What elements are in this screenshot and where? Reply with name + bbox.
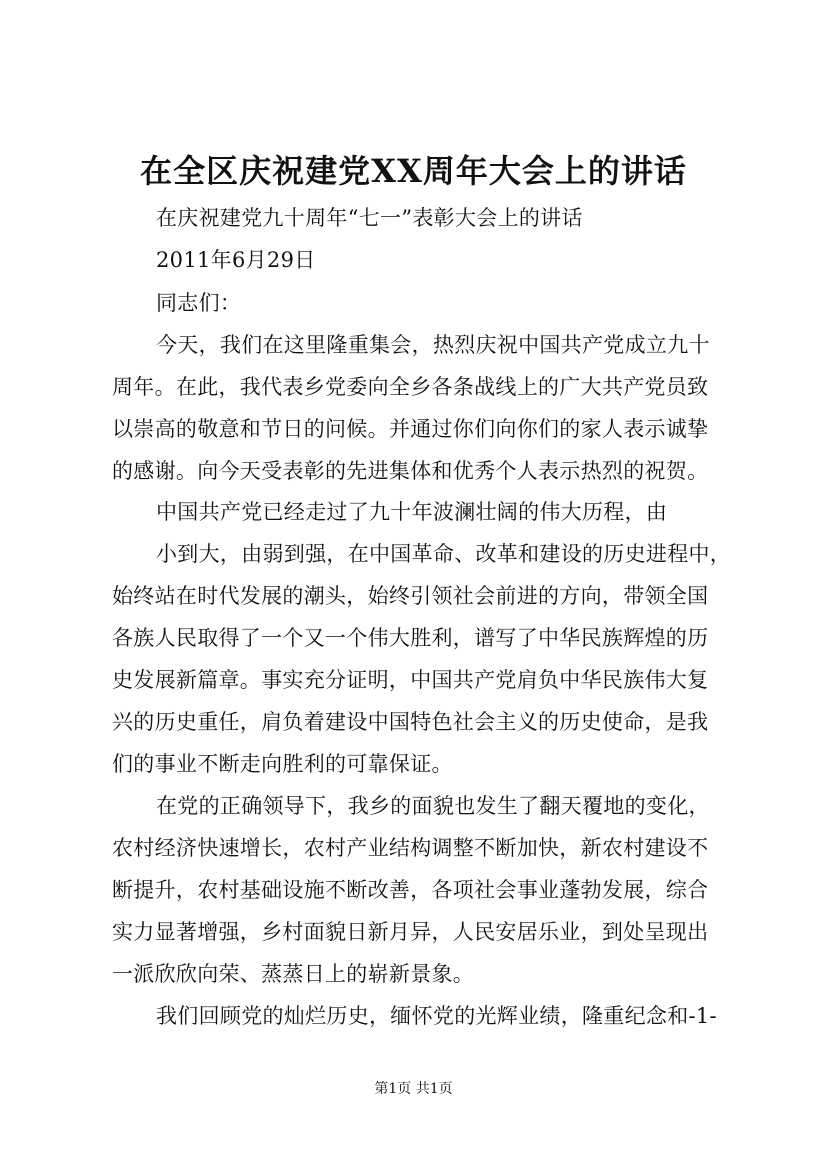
body-text-line: 以崇高的敬意和节日的问候。并通过你们向你们的家人表示诚挚 xyxy=(112,417,709,441)
body-text-line: 实力显著增强，乡村面貌日新月异，人民安居乐业，到处呈现出 xyxy=(112,920,709,944)
page-footer: 第1页 共1页 xyxy=(374,1081,453,1097)
body-text-line: 一派欣欣向荣、蒸蒸日上的崭新景象。 xyxy=(112,962,475,986)
body-text-line: 我们回顾党的灿烂历史，缅怀党的光辉业绩，隆重纪念和-1- xyxy=(156,1004,717,1028)
body-text-line: 们的事业不断走向胜利的可靠保证。 xyxy=(112,752,453,776)
date-line: 2011年6月29日 xyxy=(156,248,316,272)
body-text-line: 断提升，农村基础设施不断改善，各项社会事业蓬勃发展，综合 xyxy=(112,878,709,902)
salutation-line: 同志们： xyxy=(156,291,242,315)
body-text-line: 今天，我们在这里隆重集会，热烈庆祝中国共产党成立九十 xyxy=(156,333,710,357)
body-text-line: 中国共产党已经走过了九十年波澜壮阔的伟大历程，由 xyxy=(156,500,668,524)
body-text-line: 各族人民取得了一个又一个伟大胜利，谱写了中华民族辉煌的历 xyxy=(112,626,709,650)
body-text-line: 兴的历史重任，肩负着建设中国特色社会主义的历史使命，是我 xyxy=(112,710,709,734)
body-text-line: 史发展新篇章。事实充分证明，中国共产党肩负中华民族伟大复 xyxy=(112,668,709,692)
document-title: 在全区庆祝建党XX周年大会上的讲话 xyxy=(140,152,687,190)
body-text-line: 小到大，由弱到强，在中国革命、改革和建设的历史进程中， xyxy=(156,542,732,566)
body-text-line: 周年。在此，我代表乡党委向全乡各条战线上的广大共产党员致 xyxy=(112,375,709,399)
body-text-line: 农村经济快速增长，农村产业结构调整不断加快，新农村建设不 xyxy=(112,836,709,860)
body-text-line: 的感谢。向今天受表彰的先进集体和优秀个人表示热烈的祝贺。 xyxy=(112,459,709,483)
subtitle-line: 在庆祝建党九十周年“七一”表彰大会上的讲话 xyxy=(156,206,583,230)
body-text-line: 始终站在时代发展的潮头，始终引领社会前进的方向，带领全国 xyxy=(112,584,709,608)
body-text-line: 在党的正确领导下，我乡的面貌也发生了翻天覆地的变化， xyxy=(156,794,710,818)
